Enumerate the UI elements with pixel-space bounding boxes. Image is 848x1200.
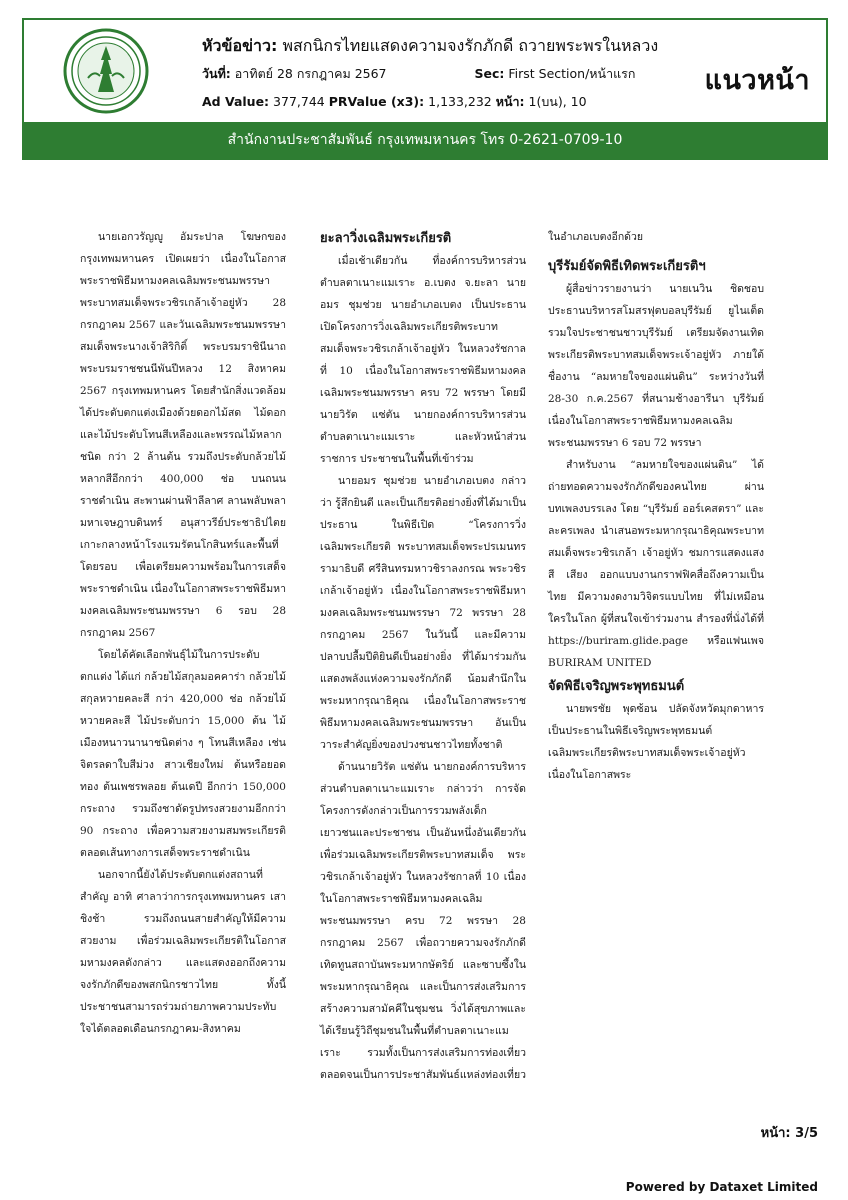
clipping-header bbox=[22, 18, 828, 160]
ad-value-label: Ad Value: bbox=[202, 94, 270, 109]
article-paragraph: นอกจากนี้ยังได้ประดับตกแต่งสถานที่สำคัญ อาทิ ศาลาว่าการกรุงเทพมหานคร เสาชิงช้า รวมถึงถนนสายสำคัญให้มีความสวยงาม เพื่อร่วมเฉลิมพระเกียรติในโอกาสมหามงคลดังกล่าว และแสดงออกถึงความจงรักภักดีของพสกนิกรชาวไทย ทั้งนี้ ประชาชนสามารถร่วมถ่ายภาพความประทับใจได้ตลอดเดือนกรกฎาคม-สิงหาคม bbox=[80, 869, 286, 1035]
agency-bar: สำนักงานประชาสัมพันธ์ กรุงเทพมหานคร โทร 0-2621-0709-10 bbox=[24, 122, 826, 158]
article-paragraph: นายอมร ชุมช่วย นายอำเภอเบตง กล่าวว่า รู้สึกยินดี และเป็นเกียรติอย่างยิ่งที่ได้มาเป็นประธาน ในพิธีเปิด “โครงการวิ่งเฉลิมพระเกียรติ พระบาทสมเด็จพระปรเมนทรรามาธิบดี ศรีสินทรมหาวชิราลงกรณ พระวชิรเกล้าเจ้าอยู่หัว เนื่องในโอกาสพระราชพิธีมหามงคลเฉลิมพระชนมพรรษา 72 พรรษา 28 กรกฎาคม 2567 ในวันนี้ และมีความปลาบปลื้มปีติยินดีเป็นอย่างยิ่ง ที่ได้มาร่วมกันแสดงพลังแห่งความจงรักภักดี น้อมสำนึกในพระมหากรุณาธิคุณ เนื่องในโอกาสพระราชพิธีมหามงคลเฉลิมพระชนมพรรษา อันเป็นวาระสำคัญยิ่งของปวงชนชาวไทยทั้งชาติ bbox=[320, 475, 526, 751]
newspaper-name: แนวหน้า bbox=[704, 65, 810, 96]
page-label: หน้า: bbox=[495, 94, 525, 109]
pr-value: 1,133,232 bbox=[428, 94, 492, 109]
powered-by: Powered by Dataxet Limited bbox=[625, 1180, 818, 1194]
date-row bbox=[202, 60, 672, 88]
headline-label: หัวข้อข่าว: bbox=[202, 36, 278, 55]
page-value: 1(บน), 10 bbox=[528, 94, 587, 109]
date: อาทิตย์ 28 กรกฎาคม 2567 bbox=[234, 66, 387, 81]
article-paragraph: ด้านนายวิรัต แซ่ตัน นายกองค์การบริหารส่วนตำบลตาเนาะแมเราะ กล่าวว่า การจัดโครงการดังกล่าวเป็นการรวมพลังเด็ก เยาวชนและประชาชน เป็นอันหนึ่งอันเดียวกัน เพื่อร่วมเฉลิมพระเกียรติพระบาทสมเด็จ พระวชิรเกล้าเจ้าอยู่หัว ในหลวงรัชกาลที่ 10 เนื่องในโอกาสพระราชพิธีมหามงคลเฉลิมพระชนมพรรษา ครบ 72 พรรษา 28 กรกฎาคม 2567 เพื่อถวายความจงรักภักดี เทิดทูนสถาบันพระมหากษัตริย์ และซาบซึ้งในพระมหากรุณาธิคุณ และเป็นการส่งเสริมการสร้างความสามัคคีในชุมชน วิ่งได้สุขภาพและได้เรียนรู้วิถีชุมชนในพื้นที่ตำบลตาเนาะแมเราะ รวมทั้งเป็นการส่งเสริมการท่องเที่ยว ตลอดจนเป็นการประชาสัมพันธ์แหล่งท่องเที่ยว bbox=[320, 761, 527, 1081]
header-info bbox=[24, 20, 826, 124]
header-meta bbox=[202, 32, 672, 116]
subheading: บุรีรัมย์จัดพิธีเทิดพระเกียรติฯ bbox=[548, 259, 706, 274]
article-paragraph: ในอำเภอเบตงอีกด้วย bbox=[548, 231, 644, 243]
article-paragraph: สำหรับงาน “ลมหายใจของแผ่นดิน” ได้ถ่ายทอดความจงรักภักดีของคนไทย ผ่านบทเพลงบรรเลง โดย “บุรีรัมย์ ออร์เคสตรา” และละครเพลง นำเสนอพระมหากรุณาธิคุณพระบาทสมเด็จพระวชิรเกล้า เจ้าอยู่หัว ชมการแสดงแสง สี เสียง ออกแบบงานกราฟฟิคสื่อถึงความเป็นไทย มีความงดงามวิจิตรแบบไทย ที่ไม่เหมือนใครในโลก ผู้ที่สนใจเข้าร่วมงาน สำรองที่นั่งได้ที่ https://buriram.glide.page หรือแฟนเพจ BURIRAM UNITED bbox=[548, 459, 764, 669]
section: First Section/หน้าแรก bbox=[508, 66, 636, 81]
page-number: หน้า: 3/5 bbox=[760, 1126, 818, 1141]
headline: พสกนิกรไทยแสดงความจงรักภักดี ถวายพระพรในหลวง bbox=[282, 36, 659, 55]
article-body bbox=[80, 226, 780, 1081]
headline-row bbox=[202, 32, 672, 60]
article-paragraph: เมื่อเช้าเดียวกัน ที่องค์การบริหารส่วนตำบลตาเนาะแมเราะ อ.เบตง จ.ยะลา นายอมร ชุมช่วย นายอำเภอเบตง เป็นประธาน เปิดโครงการวิ่งเฉลิมพระเกียรติพระบาทสมเด็จพระวชิรเกล้าเจ้าอยู่หัว ในหลวงรัชกาลที่ 10 เนื่องในโอกาสพระราชพิธีมหามงคลเฉลิมพระชนมพรรษา ครบ 72 พรรษา โดยมีนายวิรัต แซ่ตัน นายกองค์การบริหารส่วนตำบลตาเนาะแมเราะ และหัวหน้าส่วนราชการ ประชาชนในพื้นที่เข้าร่วม bbox=[320, 255, 526, 465]
article-paragraph: โดยได้คัดเลือกพันธุ์ไม้ในการประดับตกแต่ง ได้แก่ กล้วยไม้สกุลมอคคาร่า กล้วยไม้สกุลหวายคละสี กว่า 420,000 ช่อ กล้วยไม้หวายคละสี ไม้ประดับกว่า 15,000 ต้น ไม้เมืองหนาวนานาชนิดต่าง ๆ โทนสีเหลือง เช่น จิตรลดาใบสีม่วง สาวเชียงใหม่ ต้นหรือยอดทอง ต้นเพชรพลอย ต้นเดปี อีกกว่า 150,000 กระถาง รวมถึงชาดัดรูปทรงสวยงามอีกกว่า 90 กระถาง เพื่อความสวยงามสมพระเกียรติ ตลอดเส้นทางการเสด็จพระราชดำเนิน bbox=[80, 649, 286, 859]
article-paragraph: นายเอกวรัญญู อัมระปาล โฆษกของกรุงเทพมหานคร เปิดเผยว่า เนื่องในโอกาสพระราชพิธีมหามงคลเฉลิมพระชนมพรรษาพระบาทสมเด็จพระวชิรเกล้าเจ้าอยู่หัว 28 กรกฎาคม 2567 และวันเฉลิมพระชนมพรรษาสมเด็จพระนางเจ้าสิริกิติ์ พระบรมราชินีนาถ พระบรมราชชนนีพันปีหลวง 12 สิงหาคม 2567 กรุงเทพมหานคร โดยสำนักสิ่งแวดล้อม ได้ประดับตกแต่งเมืองด้วยดอกไม้สด ไม้ดอกและไม้ประดับโทนสีเหลืองและพรรณไม้หลากชนิด กว่า 2 ล้านต้น รวมถึงประดับกล้วยไม้หลากสีอีกกว่า 400,000 ช่อ บนถนนราชดำเนิน สะพานผ่านฟ้าลีลาศ ลานพลับพลามหาเจษฎาบดินทร์ อนุสาวรีย์ประชาธิปไตย เกาะกลางหน้าโรงแรมรัตนโกสินทร์และพื้นที่โดยรอบ เพื่อเตรียมความพร้อมในการเสด็จพระราชดำเนิน เนื่องในโอกาสพระราชพิธีมหามงคลเฉลิมพระชนมพรรษา 6 รอบ 28 กรกฎาคม 2567 bbox=[80, 231, 286, 639]
value-row bbox=[202, 88, 672, 116]
article-paragraph: ผู้สื่อข่าวรายงานว่า นายเนวิน ชิดชอบ ประธานบริหารสโมสรฟุตบอลบุรีรัมย์ ยูไนเต็ด รวมใจประชาชนชาวบุรีรัมย์ เตรียมจัดงานเทิดพระเกียรติพระบาทสมเด็จพระเจ้าอยู่หัว ภายใต้ชื่องาน “ลมหายใจของแผ่นดิน” ระหว่างวันที่ 28-30 ก.ค.2567 ที่สนามช้างอารีนา บุรีรัมย์ เนื่องในโอกาสพระราชพิธีมหามงคลเฉลิมพระชนมพรรษา 6 รอบ 72 พรรษา bbox=[548, 283, 764, 449]
article-column-2 bbox=[320, 226, 526, 1086]
section-label: Sec: bbox=[474, 66, 505, 81]
date-label: วันที่: bbox=[202, 66, 231, 81]
ad-value: 377,744 bbox=[273, 94, 325, 109]
article-column-3 bbox=[548, 226, 764, 786]
subheading: ยะลาวิ่งเฉลิมพระเกียรติ bbox=[320, 231, 452, 246]
subheading: จัดพิธีเจริญพระพุทธมนต์ bbox=[548, 679, 685, 694]
article-paragraph: นายพรชัย พุดซ้อน ปลัดจังหวัดมุกดาหาร เป็นประธานในพิธีเจริญพระพุทธมนต์ เฉลิมพระเกียรติพระบาทสมเด็จพระเจ้าอยู่หัว เนื่องในโอกาสพระ bbox=[548, 703, 764, 781]
pr-value-label: PRValue (x3): bbox=[328, 94, 425, 109]
article-column-1 bbox=[80, 226, 286, 1040]
bangkok-seal-icon bbox=[54, 26, 158, 116]
